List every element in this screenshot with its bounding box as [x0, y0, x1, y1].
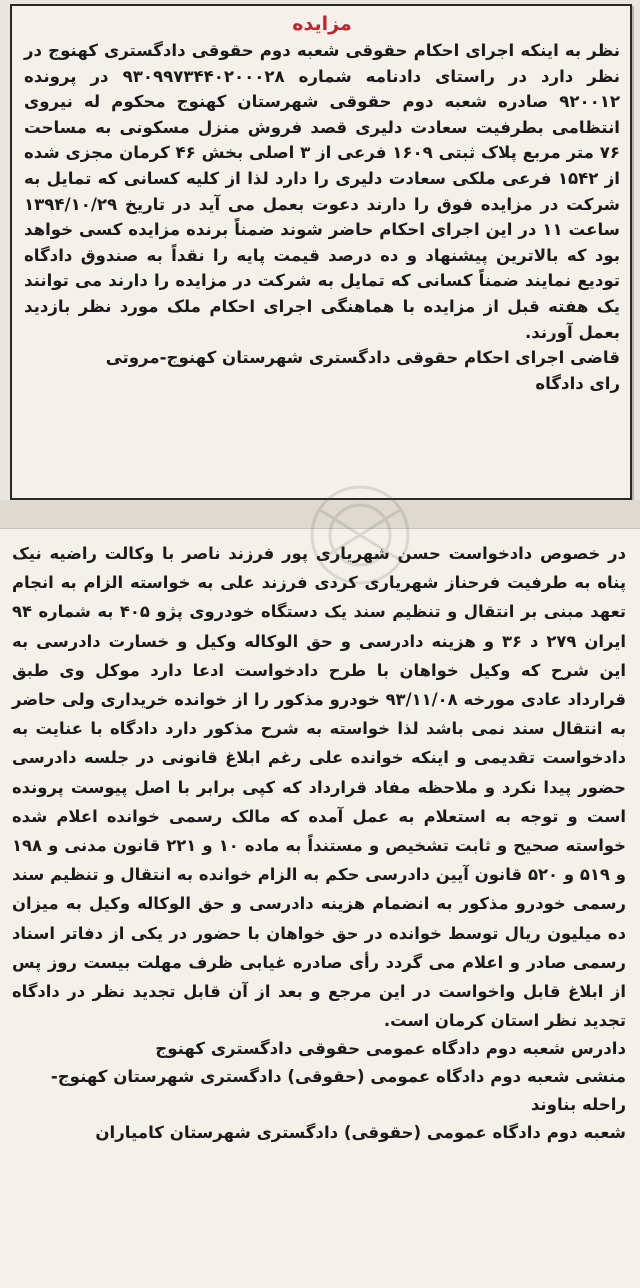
clerk-signature: منشی شعبه دوم دادگاه عمومی (حقوقی) دادگستری شهرستان کهنوج-راحله بناوند [50, 1067, 626, 1115]
auction-notice-body: نظر به اینکه اجرای احکام حقوقی شعبه دوم حقوقی دادگستری کهنوج در نظر دارد در راستای دادنامه شماره ۹۳۰۹۹۷۳۴۴۰۲۰۰۰۲۸ در پرونده ۹۲۰۰۱۲ صادره شعبه دوم حقوقی شهرستان کهنوج محکوم له نیروی انتظامی بطرفیت سعادت دلیری قصد فروش منزل مسکونی به مساحت ۷۶ متر مربع پلاک ثبتی ۱۶۰۹ فرعی از ۳ اصلی بخش ۴۶ کرمان مجزی شده از ۱۵۴۲ فرعی ملکی سعادت دلیری را دارد لذا از کلیه کسانی که تمایل به شرکت در مزایده فوق را دارند دعوت بعمل می آید در تاریخ ۱۳۹۴/۱۰/۲۹ ساعت ۱۱ در این اجرای احکام حاضر شوند ضمناً برنده مزایده کسی خواهد بود که بالاترین پیشنهاد و ده درصد قیمت پایه را نقداً به صندوق دادگاه تودیع نمایند ضمناً کسانی که تمایل به شرکت در مزایده را دارند می توانند یک هفته قبل از مزایده با هماهنگی اجرای احکام ملک مورد نظر بازدید بعمل آورند. [24, 41, 621, 342]
judge-signature: دادرس شعبه دوم دادگاه عمومی حقوقی دادگستری کهنوج [155, 1039, 626, 1059]
court-verdict-notice [0, 528, 640, 1288]
kamyaran-branch-signature: شعبه دوم دادگاه عمومی (حقوقی) دادگستری شهرستان کامیاران [95, 1123, 626, 1143]
notice-heading: مزایده [292, 13, 352, 35]
court-verdict-body: در خصوص دادخواست حسن شهریاری پور فرزند ناصر با وکالت راضیه نیک پناه به طرفیت فرحناز شهریاری کردی فرزند علی به خواسته الزام به انجام تعهد مبنی بر انتقال و تنظیم سند یک دستگاه خودروی پژو ۴۰۵ به شماره ۹۴ ایران ۲۷۹ د ۳۶ و هزینه دادرسی و حق الوکاله وکیل و خسارت دادرسی به این شرح که وکیل خواهان با طرح دادخواست ادعا دارد موکل وی طبق قرارداد عادی مورخه ۹۳/۱۱/۰۸ خودرو مذکور را از خوانده خریداری ولی حاضر به انتقال سند نمی باشد لذا خواسته به شرح مذکور دارد دادگاه با عنایت به دادخواست تقدیمی و اینکه خوانده علی رغم ابلاغ قانونی در جلسه دادرسی حضور پیدا نکرد و ملاحظه مفاد قرارداد که کپی برابر با اصل پیوست پرونده است و توجه به استعلام به عمل آمده که مالک رسمی خوانده اعلام شده خواسته صحیح و ثابت تشخیص و مستنداً به ماده ۱۰ و ۲۲۱ قانون مدنی و ۱۹۸ و ۵۱۹ و ۵۲۰ قانون آیین دادرسی حکم به الزام خوانده به انتقال و تنظیم سند رسمی خودرو مذکور به انضمام هزینه دادرسی و حق الوکاله وکیل به میزان ده میلیون ریال توسط خوانده در حق خواهان با حضور در یکی از دفاتر اسناد رسمی صادر و اعلام می گردد رأی صادره غیابی ظرف مهلت بیست روز پس از ابلاغ قابل واخواست در این مرجع و بعد از آن قابل تجدید نظر در دادگاه تجدید نظر استان کرمان است. [12, 544, 626, 1031]
enforcement-judge-signature: قاضی اجرای احکام حقوقی دادگستری شهرستان کهنوج-مروتی [105, 348, 620, 368]
auction-notice [10, 4, 632, 500]
court-verdict-label: رای دادگاه [535, 374, 620, 394]
clipping-gap [0, 500, 640, 528]
